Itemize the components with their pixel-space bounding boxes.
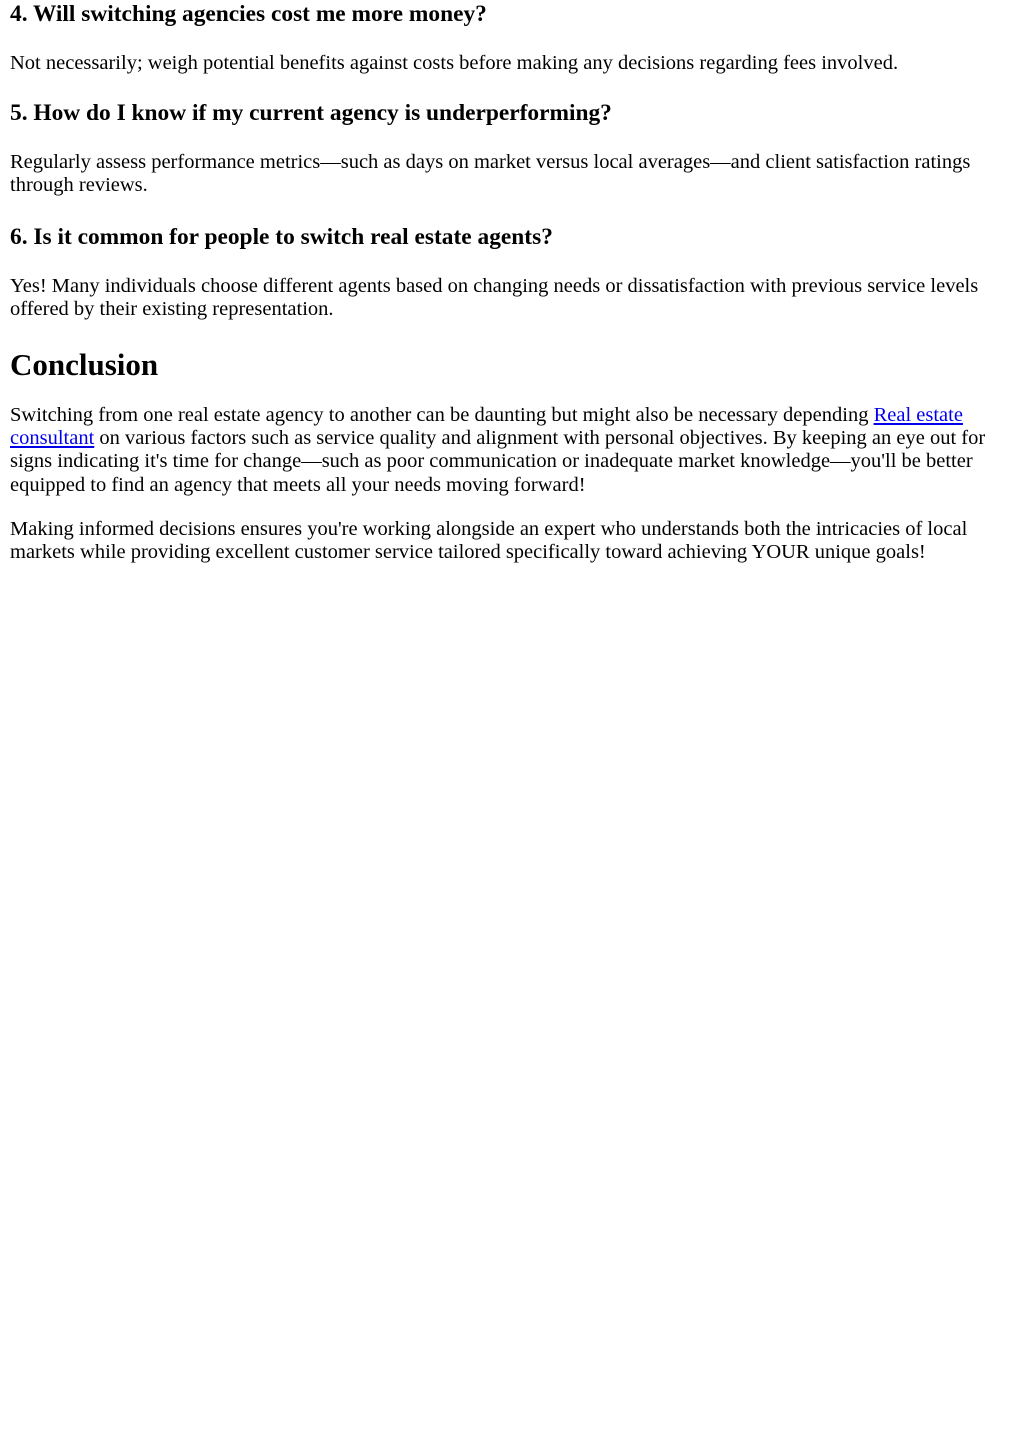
faq-answer-5: Regularly assess performance metrics—such as days on market versus local averages—and client satisfaction ratings through reviews. [10,151,971,197]
real-estate-consultant-link[interactable]: Real estate consultant [10,404,963,450]
conclusion-paragraph-2: Making informed decisions ensures you're working alongside an expert who understands both the intricacies of local markets while providing excellent customer service tailored specifically toward achieving YOUR unique goals! [10,517,968,564]
faq-question-5: 5. How do I know if my current agency is underperforming? [10,100,612,127]
faq-question-6: 6. Is it common for people to switch real estate agents? [10,223,553,250]
conclusion-text-before-link: Switching from one real estate agency to another can be daunting but might also be necessary depending [10,404,874,427]
conclusion-heading: Conclusion [10,347,159,383]
conclusion-paragraph-1 [10,404,1014,497]
faq-answer-4: Not necessarily; weigh potential benefits against costs before making any decisions regarding fees involved. [10,52,899,74]
faq-answer-6: Yes! Many individuals choose different agents based on changing needs or dissatisfaction with previous service levels offered by their existing representation. [10,274,979,320]
faq-question-4: 4. Will switching agencies cost me more money? [10,1,487,27]
article-content [0,1,1024,564]
conclusion-text-after-link: on various factors such as service quality and alignment with personal objectives. By keeping an eye out for signs indicating it's time for change—such as poor communication or inadequate market knowledge—you'll be better equipped to find an agency that meets all your needs moving forward! [10,427,986,496]
